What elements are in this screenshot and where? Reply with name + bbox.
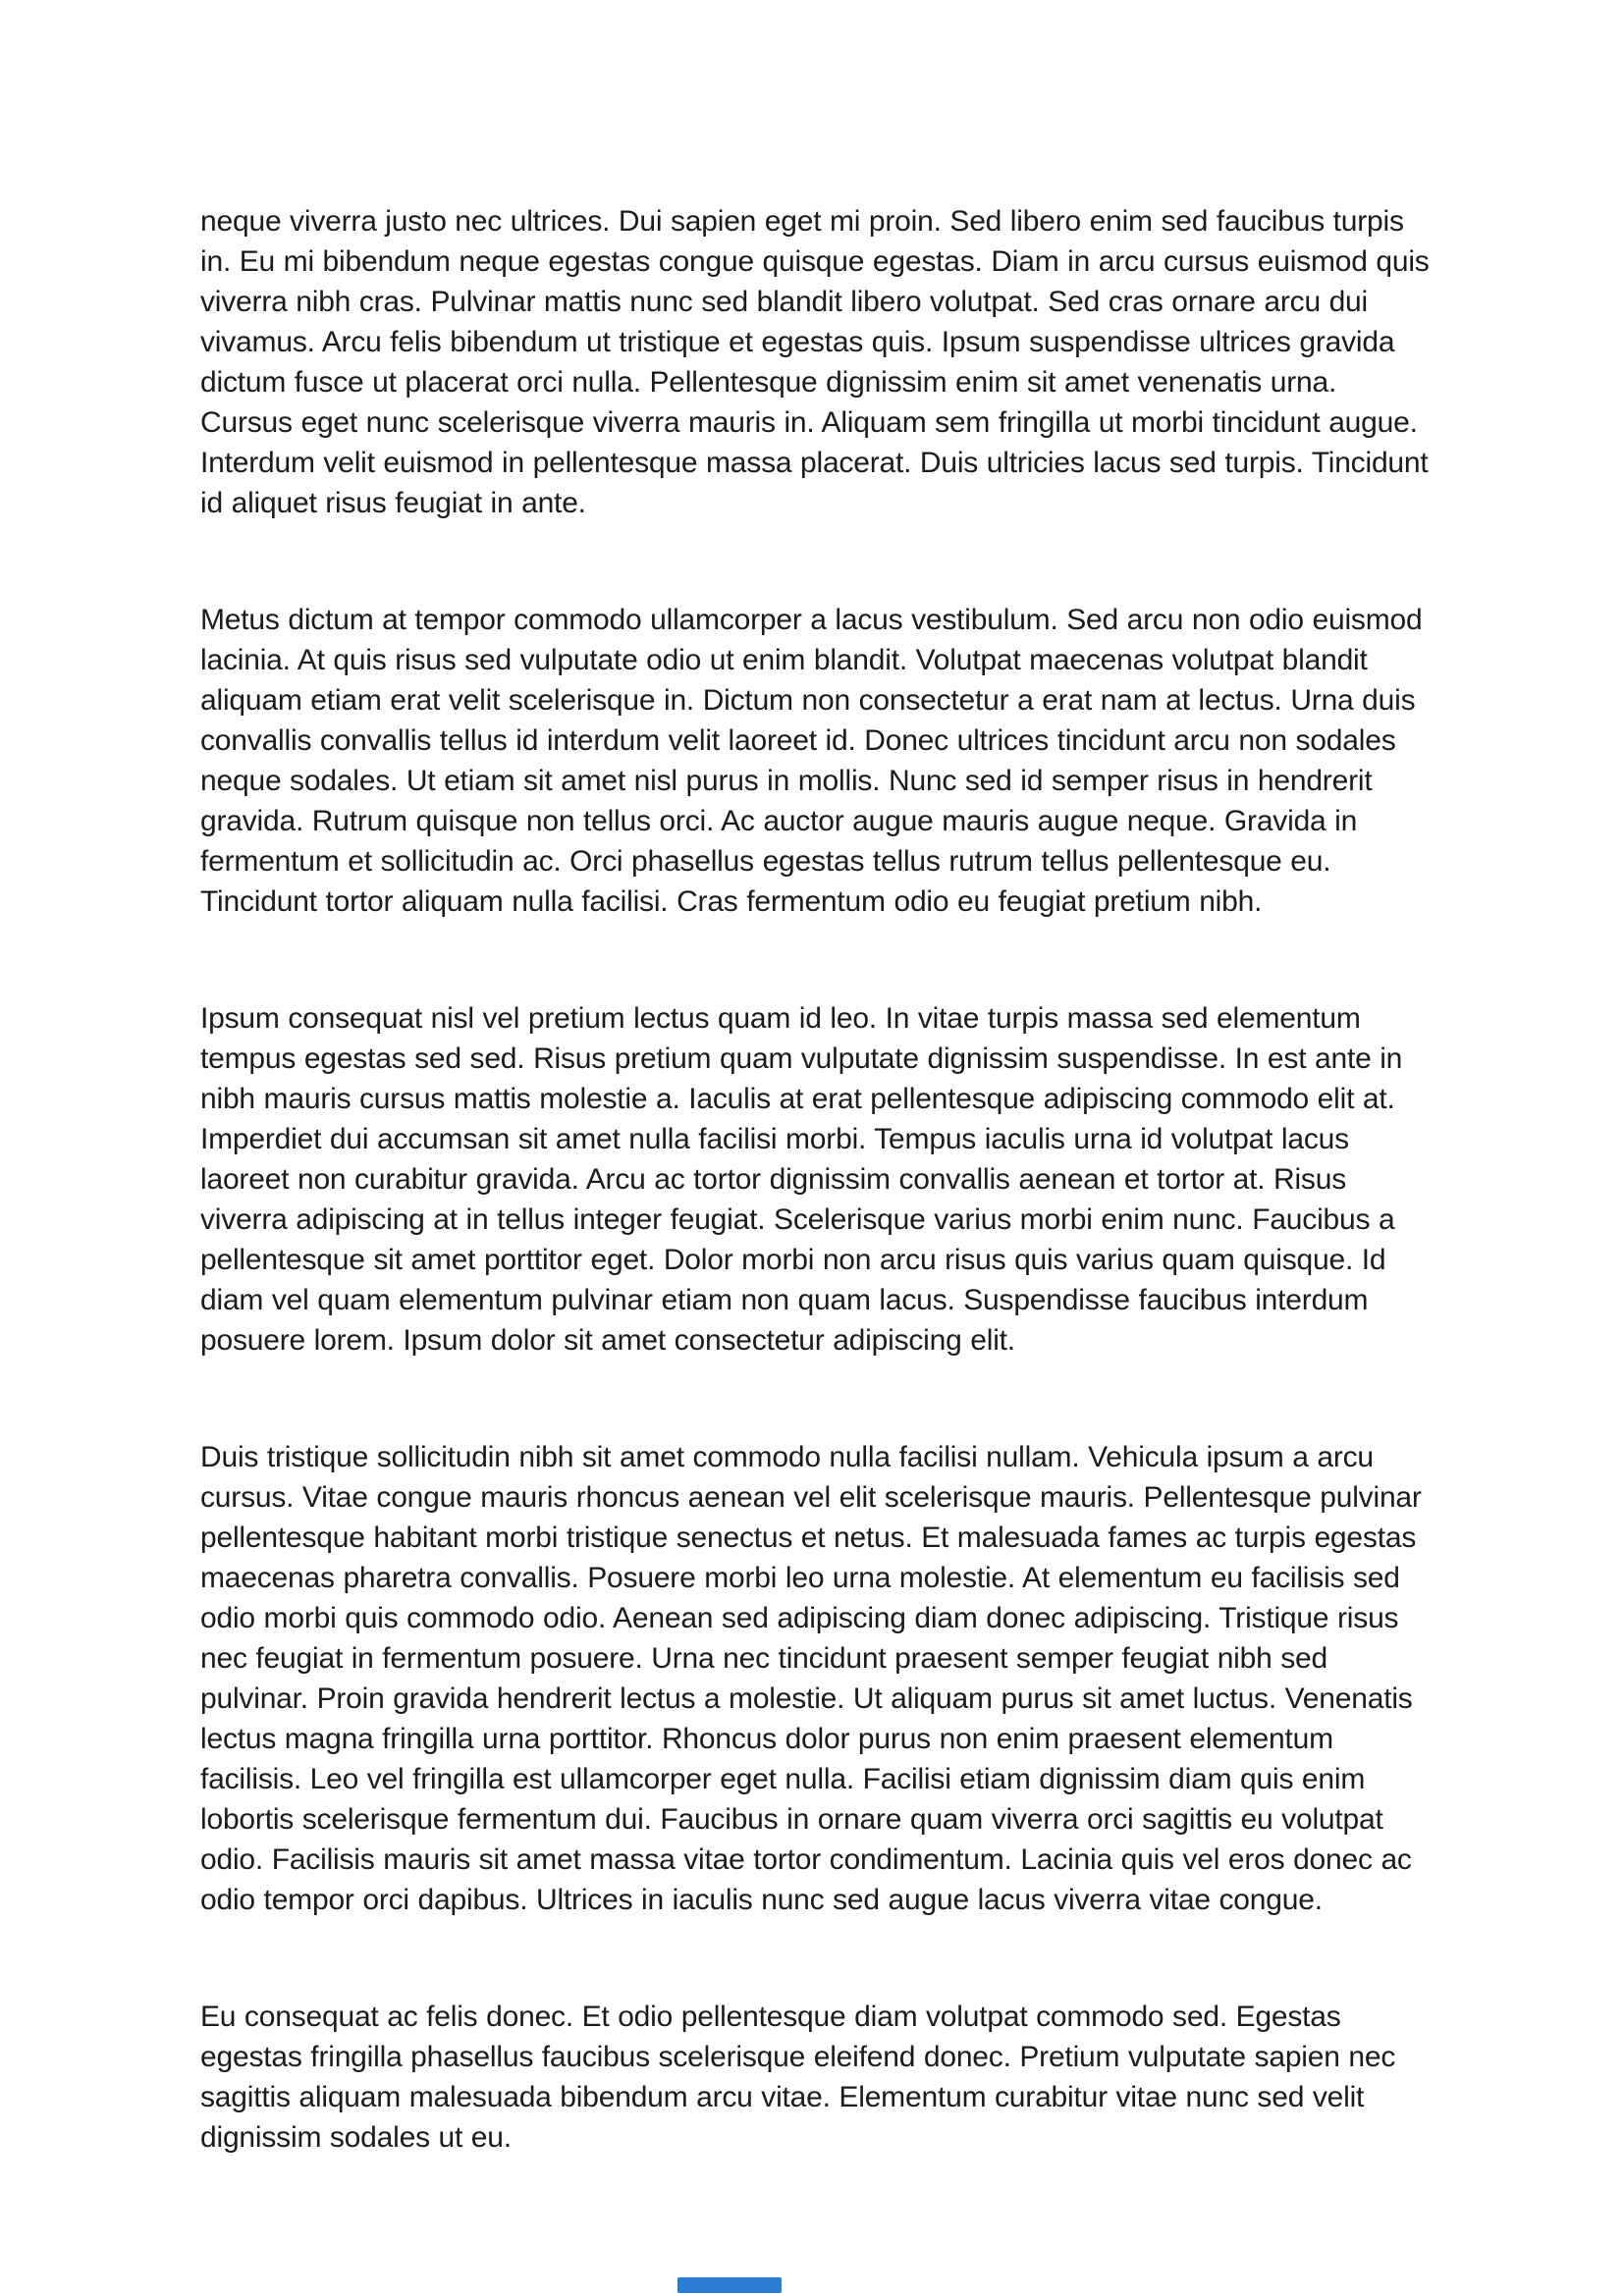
paragraph-2: Metus dictum at tempor commodo ullamcorper a lacus vestibulum. Sed arcu non odio euismod lacinia. At quis risus sed vulputate odio ut enim blandit. Volutpat maecenas volutpat blandit aliquam etiam erat velit scelerisque in. Dictum non consectetur a erat nam at lectus. Urna duis convallis convallis tellus id interdum velit laoreet id. Donec ultrices tincidunt arcu non sodales neque sodales. Ut etiam sit amet nisl purus in mollis. Nunc sed id semper risus in hendrerit gravida. Rutrum quisque non tellus orci. Ac auctor augue mauris augue neque. Gravida in fermentum et sollicitudin ac. Orci phasellus egestas tellus rutrum tellus pellentesque eu. Tincidunt tortor aliquam nulla facilisi. Cras fermentum odio eu feugiat pretium nibh.	[200, 604, 1423, 918]
paragraph-3: Ipsum consequat nisl vel pretium lectus quam id leo. In vitae turpis massa sed elementum tempus egestas sed sed. Risus pretium quam vulputate dignissim suspendisse. In est ante in nibh mauris cursus mattis molestie a. Iaculis at erat pellentesque adipiscing commodo elit at. Imperdiet dui accumsan sit amet nulla facilisi morbi. Tempus iaculis urna id volutpat lacus laoreet non curabitur gravida. Arcu ac tortor dignissim convallis aenean et tortor at. Risus viverra adipiscing at in tellus integer feugiat. Scelerisque varius morbi enim nunc. Faucibus a pellentesque sit amet porttitor eget. Dolor morbi non arcu risus quis varius quam quisque. Id diam vel quam elementum pulvinar etiam non quam lacus. Suspendisse faucibus interdum posuere lorem. Ipsum dolor sit amet consectetur adipiscing elit.	[200, 1002, 1403, 1357]
paragraph-1: neque viverra justo nec ultrices. Dui sapien eget mi proin. Sed libero enim sed faucibus turpis in. Eu mi bibendum neque egestas congue quisque egestas. Diam in arcu cursus euismod quis viverra nibh cras. Pulvinar mattis nunc sed blandit libero volutpat. Sed cras ornare arcu dui vivamus. Arcu felis bibendum ut tristique et egestas quis. Ipsum suspendisse ultrices gravida dictum fusce ut placerat orci nulla. Pellentesque dignissim enim sit amet venenatis urna. Cursus eget nunc scelerisque viverra mauris in. Aliquam sem fringilla ut morbi tincidunt augue. Interdum velit euismod in pellentesque massa placerat. Duis ultricies lacus sed turpis. Tincidunt id aliquet risus feugiat in ante.	[200, 205, 1430, 519]
bottom-accent-bar	[677, 2277, 782, 2293]
paragraph-4: Duis tristique sollicitudin nibh sit amet commodo nulla facilisi nullam. Vehicula ipsum a arcu cursus. Vitae congue mauris rhoncus aenean vel elit scelerisque mauris. Pellentesque pulvinar pellentesque habitant morbi tristique senectus et netus. Et malesuada fames ac turpis egestas maecenas pharetra convallis. Posuere morbi leo urna molestie. At elementum eu facilisis sed odio morbi quis commodo odio. Aenean sed adipiscing diam donec adipiscing. Tristique risus nec feugiat in fermentum posuere. Urna nec tincidunt praesent semper feugiat nibh sed pulvinar. Proin gravida hendrerit lectus a molestie. Ut aliquam purus sit amet luctus. Venenatis lectus magna fringilla urna porttitor. Rhoncus dolor purus non enim praesent elementum facilisis. Leo vel fringilla est ullamcorper eget nulla. Facilisi etiam dignissim diam quis enim lobortis scelerisque fermentum dui. Faucibus in ornare quam viverra orci sagittis eu volutpat odio. Facilisis mauris sit amet massa vitae tortor condimentum. Lacinia quis vel eros donec ac odio tempor orci dapibus. Ultrices in iaculis nunc sed augue lacus viverra vitae congue.	[200, 1441, 1422, 1916]
document-body-text	[200, 201, 1430, 2234]
paragraph-5: Eu consequat ac felis donec. Et odio pellentesque diam volutpat commodo sed. Egestas egestas fringilla phasellus faucibus scelerisque eleifend donec. Pretium vulputate sapien nec sagittis aliquam malesuada bibendum arcu vitae. Elementum curabitur vitae nunc sed velit dignissim sodales ut eu.	[200, 2001, 1396, 2154]
